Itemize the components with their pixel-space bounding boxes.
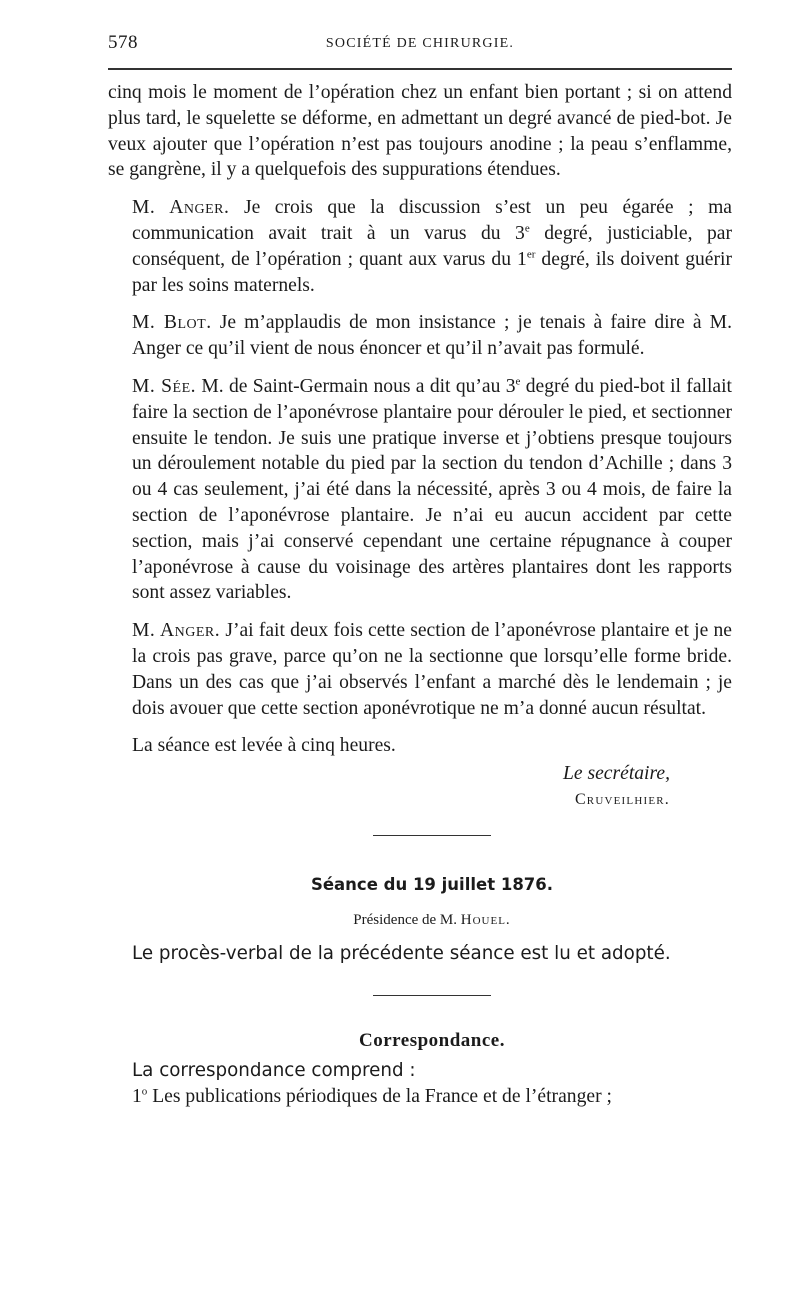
presidence-line: Présidence de M. Houel. [353,911,511,928]
header-rule [108,68,732,70]
correspondance-title: Correspondance. [359,1030,505,1052]
signature-role: Le secrétaire, [562,763,670,785]
correspondance-intro: La correspondance comprend : [132,1059,416,1081]
speaker-name: M. Sée. [132,375,197,397]
correspondance-item: 1$^o$ Les publications périodiques de la France et de l’étranger ; [132,1085,612,1107]
seance-title: Séance du 19 juillet 1876. [310,874,554,894]
paragraph-anger-2: M. Anger. J’ai fait deux fois cette section de l’aponévrose plantaire et je ne la crois pas grave, parce qu’on ne la sectionne que lorsqu’elle forme bride. Dans un des cas que j’ai observés l’enfant a marché dès le lendemain ; je dois avouer que cette section aponévrotique ne m’a donné aucun résultat. [132,620,732,719]
paragraph-see: M. Sée. M. de Saint-Germain nous a dit qu’au 3e degré du pied-bot il fallait faire la section de l’aponévrose plantaire pour dérouler le pied, et sectionner ensuite le tendon. Je suis une pratique inverse et j’obtiens presque toujours un déroulement notable du pied par la section du tendon d’Achille ; dans 3 ou 4 cas seulement, j’ai été dans la nécessité, après 3 ou 4 mois, de faire la section de l’aponévrose plantaire. Je n’ai eu aucun accident par cette section, mais j’ai conservé cependant une certaine répugnance à couper l’aponévrose à cause du voisinage des artères plantaires dont les rapports sont assez variables. [132,375,732,604]
paragraph-blot: M. Blot. Je m’applaudis de mon insistance ; je tenais à faire dire à M. Anger ce qu’il vient de nous énoncer et qu’il n’avait pas formulé. [132,312,732,360]
signature-name: Cruveilhier. [574,790,670,808]
speaker-name: M. Anger. [132,620,221,642]
signature-block [132,761,670,813]
page-body [108,80,732,1110]
paragraph-continuation: cinq mois le moment de l’opération chez un enfant bien portant ; si on attend plus tard, le squelette se déforme, en admettant un degré avancé de pied-bot. Je veux ajouter que l’opération n’est pas toujours anodine ; la peau s’enflamme, se gangrène, il y a quelquefois des suppurations étendues. [108,82,732,181]
page-header [108,32,732,56]
paragraph-closing: La séance est levée à cinq heures. [132,735,396,757]
minutes-line: Le procès-verbal de la précédente séance est lu et adopté. [132,943,671,965]
speaker-name: M. Blot. [132,312,212,334]
paragraph-anger-1: M. Anger. Je crois que la discussion s’est un peu égarée ; ma communication avait trait à un varus du 3e degré, justiciable, par conséquent, de l’opération ; quant aux varus du 1er degré, ils doivent guérir par les soins maternels. [132,197,732,296]
speaker-name: M. Anger. [132,197,230,219]
running-title: SOCIÉTÉ DE CHIRURGIE. [325,36,515,51]
page-number: 578 [108,32,138,53]
